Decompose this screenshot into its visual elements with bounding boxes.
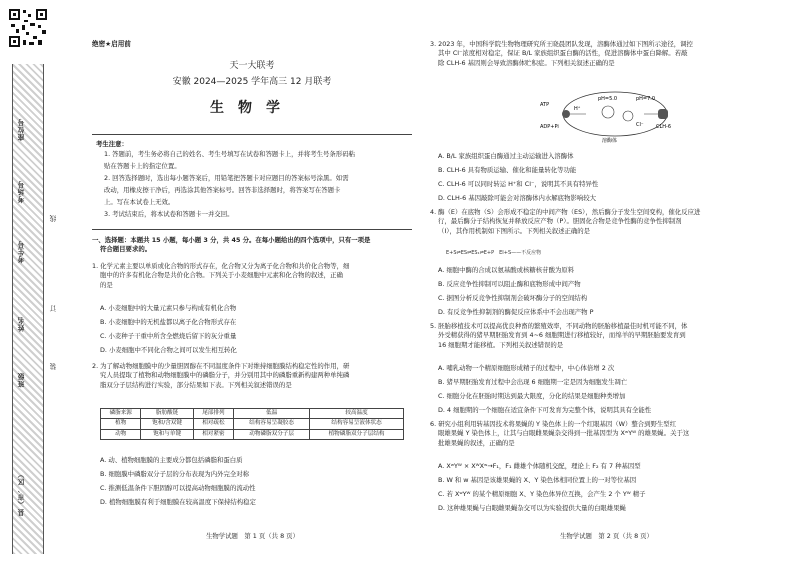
exam-organizer: 天一大联考 <box>229 61 275 71</box>
question-line: 外受精获得的猪早期胚胎发育到 4~6 细胞期进行移植较好，而绵羊的早期胚胎要发育到 <box>438 331 686 340</box>
question-line: 6. 研究小组利用转基因技术将果蝇的 Y 染色体上的一个红眼基因（W）整合到野生型红 <box>430 420 677 428</box>
question-line: 脂双分子层结构进行实验，部分结果如下表。下列相关叙述错误的是 <box>100 380 292 389</box>
option-b: B. W 和 w 基因是该雄果蝇的 X、Y 染色体相同位置上的一对等位基因 <box>438 476 637 484</box>
binding-border-right <box>43 64 44 554</box>
section-line: 符合题目要求的。 <box>100 245 152 254</box>
lysosome-diagram <box>540 86 690 144</box>
table-header: 低温 <box>234 409 310 419</box>
table-cell: 动物 <box>101 429 141 439</box>
table-cell: 饱和与单键 <box>141 429 193 439</box>
exam-room-label: 考场号 <box>18 180 26 203</box>
secret-mark: 绝密★启用前 <box>92 40 131 48</box>
table-header: 磷脂来源 <box>101 409 141 419</box>
table-cell: 动物磷脂双分子层 <box>234 429 310 439</box>
question-line: 的是 <box>100 280 113 289</box>
option-d: D. 小麦细胞中不同化合物之间可以发生相互转化 <box>100 346 237 354</box>
question-line: 16 细胞期才能移植。下列相关叙述错误的是 <box>438 340 564 349</box>
option-a: A. B/L 家族组织蛋白酶通过主动运输进入溶酶体 <box>438 152 574 160</box>
table-header: 尾部排列 <box>193 409 233 419</box>
county-label: 县（市、区） <box>18 470 26 516</box>
question-1 <box>92 262 412 290</box>
table-row <box>101 419 404 429</box>
option-a: A. 细胞中酶的合成以氨基酸或核糖核苷酸为原料 <box>438 266 575 274</box>
table-cell: 相对紧密 <box>193 429 233 439</box>
binding-mark-staple: 订 <box>50 304 58 312</box>
table-cell: 植物磷脂双分子层结构 <box>310 429 404 439</box>
table-header: 较高温度 <box>310 409 404 419</box>
notice-line: 2. 回答选择题时，选出每小题答案后，用铅笔把答题卡对应题目的答案标号涂黑。如需 <box>104 174 349 182</box>
option-a: A. 小麦细胞中的大量元素只参与构成有机化合物 <box>100 304 237 312</box>
option-c: C. CLH-6 可以同时转运 H⁺和 Cl⁻，说明其不具有特异性 <box>438 180 599 188</box>
table-cell: 植物 <box>101 419 141 429</box>
fig-label: ATP <box>540 102 550 108</box>
option-d: D. 植物细胞膜有利于细胞膜在较高温度下保持结构稳定 <box>100 498 256 506</box>
name-label: 姓名 <box>18 316 26 332</box>
question-line: 其中 Cl⁻浓度相对稳定，保证 B/L 家族组织蛋白酶的活性，促进溶酶体中蛋白降解。若敲 <box>438 49 688 58</box>
question-3 <box>430 40 780 68</box>
question-5 <box>430 322 780 350</box>
option-b: B. CLH-6 具有物质运输、催化和能量转化等功能 <box>438 166 577 174</box>
class-label: 班级 <box>18 372 26 388</box>
option-c: C. 小麦种子干重中所含全燃烧后留下的灰分重量 <box>100 332 237 340</box>
table-cell: 相对疏松 <box>193 419 233 429</box>
notice-title: 考生注意： <box>96 140 128 148</box>
option-c: C. 细胞分化在胚胎时期达到最大限度，分化的结果是细胞种类增加 <box>438 392 626 400</box>
question-line: 2. 为了解动物细胞膜中的少量胆固醇在不同温度条件下对维持细胞膜结构稳定性的作用，研 <box>92 362 350 370</box>
seat-number-label: 座位号 <box>18 118 26 141</box>
atp-pump-icon <box>562 110 570 118</box>
table-cell: 结构容易呈凝胶态 <box>234 419 310 429</box>
qr-code-icon <box>8 8 48 48</box>
notice-line: 贴在答题卡上的指定位置。 <box>104 162 181 170</box>
question-line: 究人员提取了植物和动物细胞膜中的磷脂分子，并分别用其中的磷脂重新构建两种单纯磷 <box>100 371 350 380</box>
table-cell: 饱和/含双键 <box>141 419 193 429</box>
option-c: C. 推测低温条件下胆固醇可以提高动物细胞膜的流动性 <box>100 484 256 492</box>
option-c: C. 据图分析反竞争性抑制剂会破坏酶分子的空间结构 <box>438 294 588 302</box>
question-line: （I），其作用机制如下图所示。下列相关叙述正确的是 <box>438 226 591 235</box>
question-2 <box>92 362 412 390</box>
option-d: D. CLH-6 基因敲除可能会对溶酶体内水解底物影响较大 <box>438 194 597 202</box>
binding-mark-bind: 装 <box>50 362 58 370</box>
table-header-row <box>101 409 404 419</box>
notice-line: 3. 考试结束后，将本试卷和答题卡一并交回。 <box>104 210 234 218</box>
option-b: B. 猪早期胚胎发育过程中会出现 6 细胞期一定是因为细胞发生凋亡 <box>438 378 628 386</box>
page-footer-right: 生物学试题 第 2 页（共 8 页） <box>560 532 653 540</box>
option-a: A. 动、植物细胞膜的主要成分都包括磷脂和蛋白质 <box>100 456 243 464</box>
page-footer-left: 生物学试题 第 1 页（共 8 页） <box>206 532 299 540</box>
clh6-channel-icon <box>658 109 668 119</box>
binding-mark-line: 线 <box>50 214 58 222</box>
option-b: B. 细胞膜中磷脂双分子层的分布表现为内外完全对称 <box>100 470 250 478</box>
fig-label: Cl⁻ <box>636 122 644 128</box>
question-line: 4. 酶（E）在底物（S）会形成不稳定的中间产物（ES），然后酶分子发生空间变构，催化反应进 <box>430 208 701 216</box>
exam-title: 安徽 2024—2025 学年高三 12 月联考 <box>172 77 332 87</box>
candidate-number-label: 考生号 <box>18 240 26 263</box>
section-heading <box>92 236 412 255</box>
option-b: B. 反应竞争性抑制可以阻止酶和底物形成中间产物 <box>438 280 581 288</box>
option-d: D. 4 细胞期的一个细胞在适宜条件下可发育为完整个体，说明其具有全能性 <box>438 406 652 414</box>
table-row <box>101 429 404 439</box>
question-line: 批雄果蝇的叙述，正确的是 <box>438 438 515 447</box>
enzyme-icon <box>602 106 614 118</box>
fig-label: CLH-6 <box>656 124 672 130</box>
binding-strip <box>0 0 62 561</box>
question-line: 3. 2023 年，中国科学院生物物理研究所王晓晨团队发现，溶酶体通过如下图所示途径，调控 <box>430 40 693 48</box>
question-line: 行，最后酶分子结构恢复并释放反应产物（P）。胆固化合物是竞争性酶的竞争性抑制剂 <box>438 217 682 226</box>
option-a: A. XʷYᵂ × XᵂXʷ→F₁，F₁ 雌雄个体随机交配，理论上 F₂ 有 7 种基因型 <box>438 462 641 470</box>
enzyme-icon <box>623 111 633 121</box>
option-d: D. 这种雄果蝇与白眼雌果蝇杂交可以为实验提供大量的白眼雄果蝇 <box>438 504 626 512</box>
option-d: D. 有反竞争性抑制剂的酶促反应体系中不会出现产物 P <box>438 308 594 316</box>
fig-label: ADP+Pi <box>540 124 559 130</box>
option-c: C. 若 XʷYᵂ 的某个精原细胞 X、Y 染色体异位互换，会产生 2 个 Yᵂ 精子 <box>438 490 646 498</box>
binding-border-left <box>12 64 13 554</box>
table-header: 脂肪酸链 <box>141 409 193 419</box>
reaction-equation: E+S⇌ES⇌ES₁⇌E+P EI+S——不反应物 <box>446 250 542 256</box>
question-4 <box>430 208 780 236</box>
notice-line: 改动，用橡皮擦干净后，再选涂其他答案标号。回答非选择题时，将答案写在答题卡 <box>104 186 341 194</box>
fig-label: H⁺ <box>574 106 581 112</box>
notice-line: 上。写在本试卷上无效。 <box>104 198 175 206</box>
option-a: A. 哺乳动物一个精原细胞形成精子的过程中，中心体倍增 2 次 <box>438 364 615 372</box>
question-6 <box>430 420 780 448</box>
lipid-table <box>100 408 404 440</box>
fig-label: 溶酶体 <box>602 138 618 144</box>
question-line: 除 CLH-6 基因则会导致溶酶体贮积症。下列相关叙述正确的是 <box>438 58 615 67</box>
table-cell: 结构容易呈液体状态 <box>310 419 404 429</box>
fig-label: pH=5.0 <box>598 96 618 102</box>
question-line: 眼雄果蝇 Y 染色体上，让其与白眼雌果蝇杂交得到一批基因型为 XʷYᵂ 的雄果蝇。关于这 <box>438 429 690 438</box>
subject-title: 生物学 <box>210 100 294 116</box>
fig-label: pH=7.0 <box>636 96 656 102</box>
question-line: 5. 胚胎移植技术可以提高优良种畜的繁殖效率，不同动物的胚胎移植最佳时机可能不同，体 <box>430 322 688 330</box>
notice-line: 1. 答题前，考生务必将自己的姓名、考生号填写在试卷和答题卡上，并将考生号条形码粘 <box>104 150 355 158</box>
section-line: 一、选择题：本题共 15 小题，每小题 3 分，共 45 分。在每小题给出的四个选项中，只有一项是 <box>92 236 371 244</box>
question-line: 胞中的许多有机化合物是共价化合物。下列关于小麦细胞中元素和化合物的叙述，正确 <box>100 271 343 280</box>
option-b: B. 小麦细胞中的无机盐都以离子化合物形式存在 <box>100 318 237 326</box>
question-line: 1. 化学元素主要以单质或化合物的形式存在，化合物又分为离子化合物和共价化合物等，细 <box>92 262 350 270</box>
